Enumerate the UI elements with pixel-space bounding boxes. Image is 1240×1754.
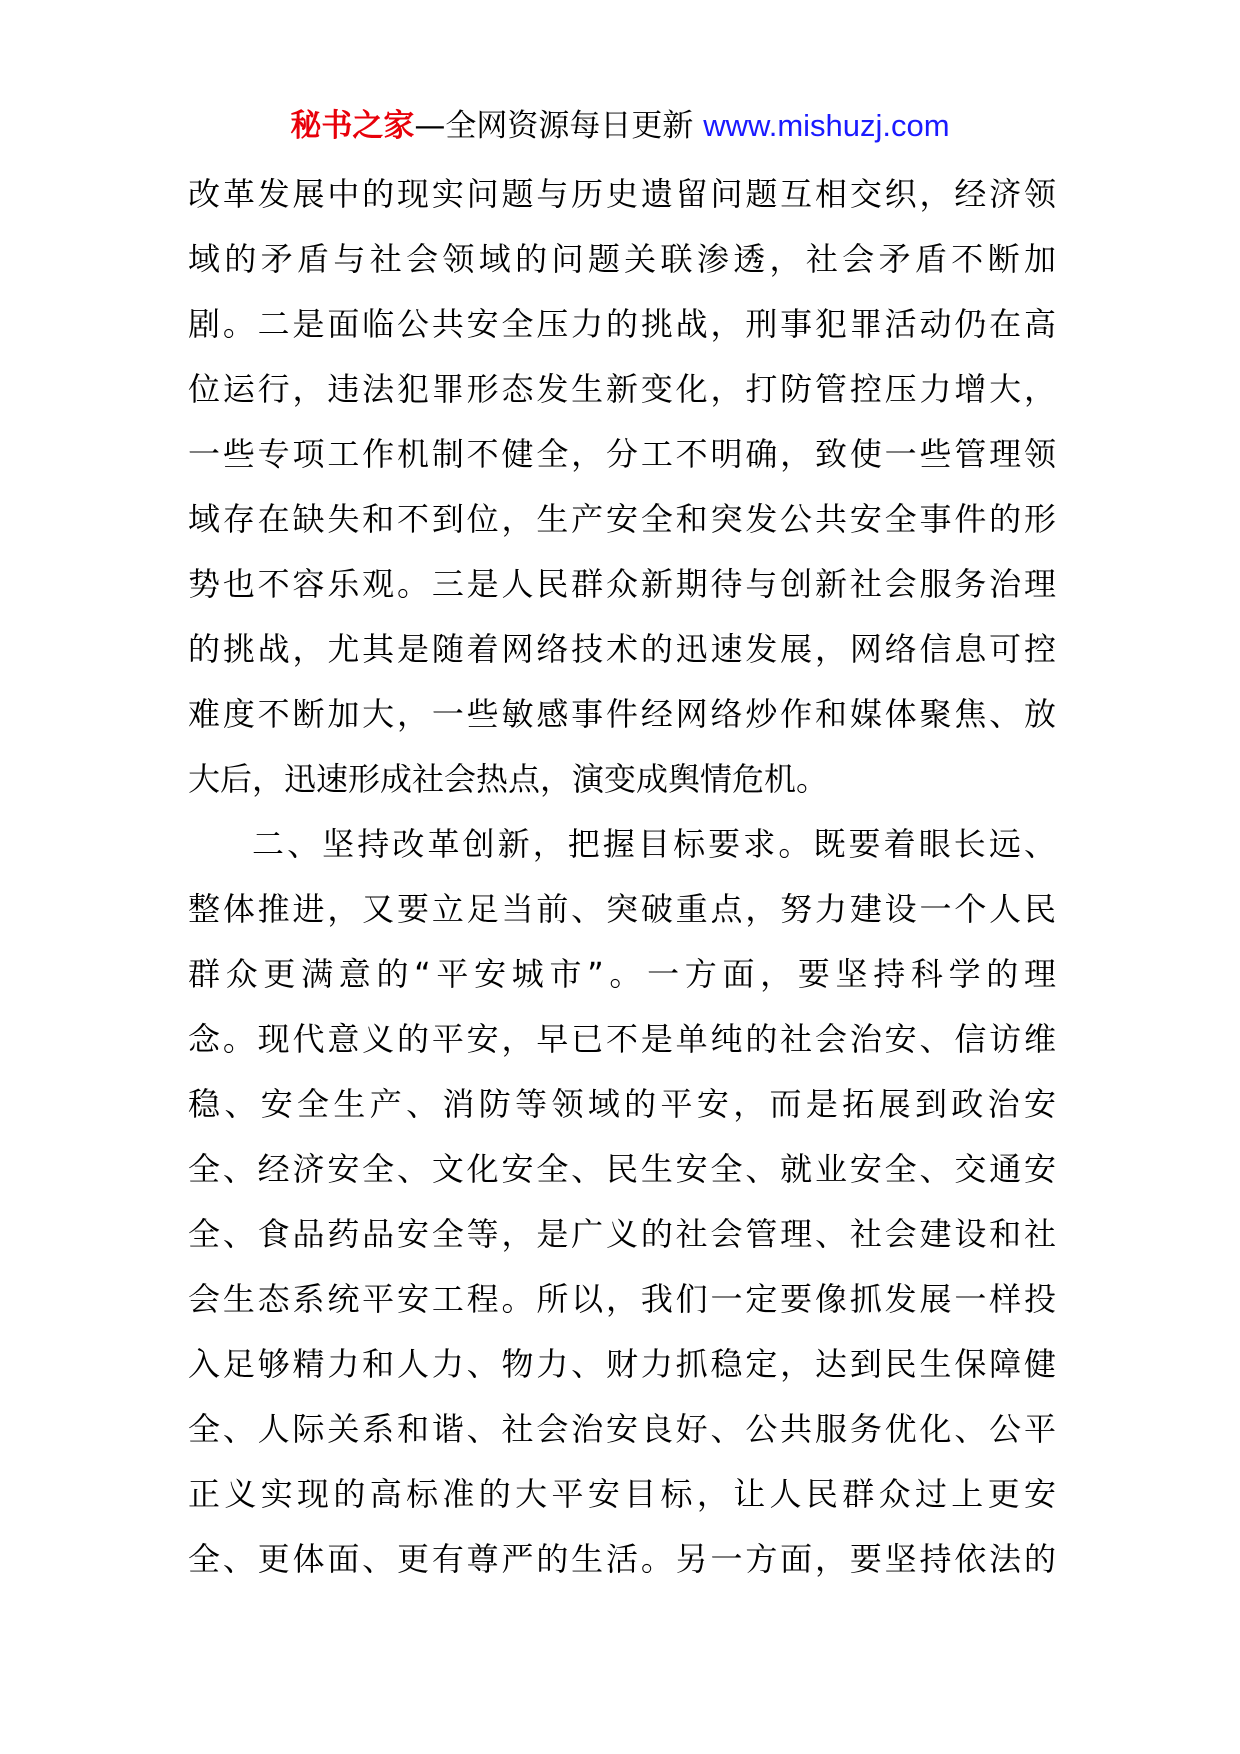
text-line: 的挑战，尤其是随着网络技术的迅速发展，网络信息可控: [188, 630, 1056, 668]
text-line: 剧。二是面临公共安全压力的挑战，刑事犯罪活动仍在高: [188, 305, 1056, 343]
brand-name: 秘书之家: [290, 108, 415, 144]
section-heading-line: 二、坚持改革创新，把握目标要求。既要着眼长远、: [252, 825, 1056, 863]
text-line: 入足够精力和人力、物力、财力抓稳定，达到民生保障健: [188, 1345, 1056, 1383]
text-line: 整体推进，又要立足当前、突破重点，努力建设一个人民: [188, 890, 1056, 928]
text-line: 全、更体面、更有尊严的生活。另一方面，要坚持依法的: [188, 1540, 1056, 1578]
text-line: 全、经济安全、文化安全、民生安全、就业安全、交通安: [188, 1150, 1056, 1188]
text-line: 正义实现的高标准的大平安目标，让人民群众过上更安: [188, 1475, 1056, 1513]
website-url: www.mishuzj.com: [703, 108, 950, 143]
document-body: [188, 162, 1056, 1592]
text-line: 全、人际关系和谐、社会治安良好、公共服务优化、公平: [188, 1410, 1056, 1448]
text-line: 一些专项工作机制不健全，分工不明确，致使一些管理领: [188, 435, 1056, 473]
text-line: 群众更满意的“平安城市”。一方面，要坚持科学的理: [188, 955, 1056, 993]
paragraph-end-line: 大后，迅速形成社会热点，演变成舆情危机。: [188, 760, 829, 798]
watermark-header: [0, 96, 1240, 156]
header-tagline: —全网资源每日更新: [414, 108, 704, 144]
text-line: 域存在缺失和不到位，生产安全和突发公共安全事件的形: [188, 500, 1056, 538]
text-line: 稳、安全生产、消防等领域的平安，而是拓展到政治安: [188, 1085, 1056, 1123]
text-line: 难度不断加大，一些敏感事件经网络炒作和媒体聚焦、放: [188, 695, 1056, 733]
text-line: 念。现代意义的平安，早已不是单纯的社会治安、信访维: [188, 1020, 1056, 1058]
text-line: 势也不容乐观。三是人民群众新期待与创新社会服务治理: [188, 565, 1056, 603]
text-line: 位运行，违法犯罪形态发生新变化，打防管控压力增大，: [188, 370, 1056, 408]
text-line: 域的矛盾与社会领域的问题关联渗透，社会矛盾不断加: [188, 240, 1056, 278]
text-line: 改革发展中的现实问题与历史遗留问题互相交织，经济领: [188, 175, 1056, 213]
text-line: 全、食品药品安全等，是广义的社会管理、社会建设和社: [188, 1215, 1056, 1253]
text-line: 会生态系统平安工程。所以，我们一定要像抓发展一样投: [188, 1280, 1056, 1318]
